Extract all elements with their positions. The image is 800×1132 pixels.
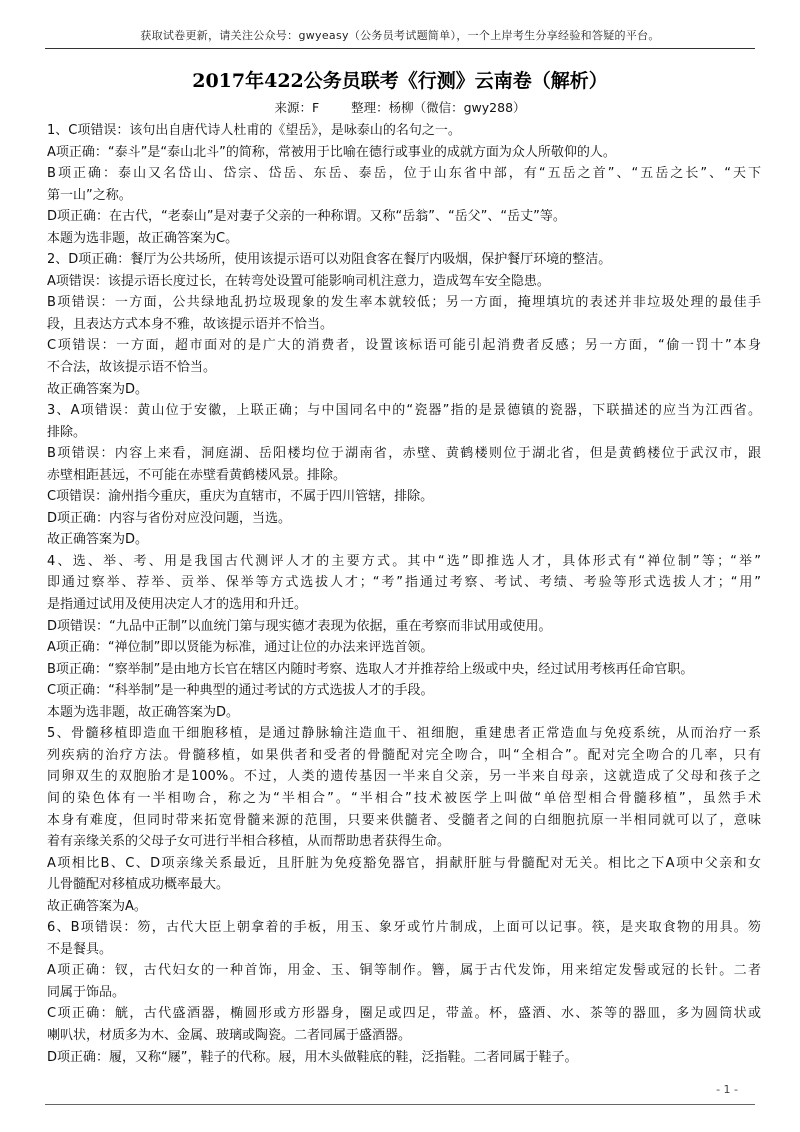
body-line: 儿骨髓配对移植成功概率最大。 [47, 877, 230, 893]
body-line: 6、B项错误：笏，古代大臣上朝拿着的手板，用玉、象牙或竹片制成，上面可以记事。筷，是夹取食物的用具。笏 [47, 920, 761, 936]
body-line: 本题为选非题，故正确答案为D。 [47, 704, 240, 720]
body-line: 3、A项错误：黄山位于安徽，上联正确；与中国同名中的“瓷器”指的是景德镇的瓷器，下联描述的应当为江西省。 [47, 403, 761, 419]
body-line: D项正确：内容与省份对应没问题，当选。 [47, 510, 292, 526]
body-line: 着有亲缘关系的父母子女可进行半相合移植，从而帮助患者获得生命。 [47, 834, 451, 850]
body-line: C项错误：渝州指今重庆，重庆为直辖市，不属于四川管辖，排除。 [47, 489, 434, 505]
body-line: 段，且表达方式本身不雅，故该提示语并不恰当。 [47, 316, 334, 332]
body-line: 本题为选非题，故正确答案为C。 [47, 230, 239, 246]
header-rule [45, 48, 755, 49]
body-line: 1、C项错误：该句出自唐代诗人杜甫的《望岳》，是咏泰山的名句之一。 [47, 123, 461, 138]
body-line: D项正确：在古代，“老泰山”是对妻子父亲的一种称谓。又称“岳翁”、“岳父”、“岳丈”等。 [47, 209, 566, 225]
body-line: 间的染色体有一半相吻合，称之为“半相合”。“半相合”技术被医学上叫做“单倍型相合骨髓移植”，虽然手术 [47, 790, 761, 806]
body-line: A项正确：“禅位制”即以贤能为标准，通过让位的办法来评选首领。 [47, 640, 434, 656]
body-line: B项错误：一方面，公共绿地乱扔垃圾现象的发生率本就较低；另一方面，掩埋填坑的表述并非垃圾处理的最佳手 [47, 295, 761, 311]
body-line: 即通过察举、荐举、贡举、保举等方式选拔人才；“考”指通过考察、考试、考绩、考验等形式选拔人才；“用” [47, 575, 761, 591]
body-line: D项错误：“九品中正制”以血统门第与现实德才表现为依据，重在考察而非试用或使用。 [47, 618, 552, 634]
body-line: 列疾病的治疗方法。骨髓移植，如果供者和受者的骨髓配对完全吻合，叫“全相合”。配对完全吻合的几率，只有 [47, 747, 761, 763]
body-line: 本身有难度，但同时带来拓宽骨髓来源的范围，只要来供髓者、受髓者之间的白细胞抗原一半相同就可以了，意味 [47, 812, 761, 828]
document-meta [0, 98, 800, 116]
body-line: B项正确：泰山又名岱山、岱宗、岱岳、东岳、泰岳，位于山东省中部，有“五岳之首”、“五岳之长”、“天下 [47, 166, 761, 182]
body-line: 排除。 [47, 424, 87, 440]
body-line: 不合法，故该提示语不恰当。 [47, 360, 217, 376]
body-line: 4、选、举、考、用是我国古代测评人才的主要方式。其中“选”即推选人才，具体形式有“禅位制”等；“举” [47, 553, 761, 569]
body-line: 5、骨髓移植即造血干细胞移植，是通过静脉输注造血干、祖细胞，重建患者正常造血与免疫系统，从而治疗一系 [47, 726, 761, 742]
body-line: C项正确：“科举制”是一种典型的通过考试的方式选拔人才的手段。 [47, 683, 434, 699]
body-line: 2、D项正确：餐厅为公共场所，使用该提示语可以劝阻食客在餐厅内吸烟，保护餐厅环境的整洁。 [47, 252, 612, 268]
body-line: 故正确答案为D。 [47, 381, 149, 397]
body-line: B项错误：内容上来看，洞庭湖、岳阳楼均位于湖南省，赤壁、黄鹤楼则位于湖北省，但是黄鹤楼位于武汉市，跟 [47, 446, 761, 462]
document-title: 2017年422公务员联考《行测》云南卷（解析） [192, 70, 608, 92]
editor-label: 整理：杨柳（微信：gwy288） [351, 100, 526, 115]
body-line: 喇叭状，材质多为木、金属、玻璃或陶瓷。二者同属于盛酒器。 [47, 1027, 412, 1043]
page-number: - 1 - [716, 1083, 738, 1096]
body-line: D项正确：履，又称“屦”，鞋子的代称。屐，用木头做鞋底的鞋，泛指鞋。二者同属于鞋子。 [47, 1049, 578, 1065]
body-line: A项正确：“泰斗”是“泰山北斗”的简称，常被用于比喻在德行或事业的成就方面为众人所敬仰的人。 [47, 144, 616, 160]
source-label: 来源：F [274, 100, 320, 115]
body-line: 同卵双生的双胞胎才是100%。不过，人类的遗传基因一半来自父亲，另一半来自母亲，这就造成了父母和孩子之 [47, 769, 761, 785]
body-line: 第一山”之称。 [47, 187, 132, 203]
body-line: C项错误：一方面，超市面对的是广大的消费者，设置该标语可能引起消费者反感；另一方面，“偷一罚十”本身 [47, 338, 761, 354]
body-line: 是指通过试用及使用决定人才的选用和升迁。 [47, 597, 308, 613]
document-body [47, 120, 761, 1068]
body-line: 赤壁相距甚远，不可能在赤壁看黄鹤楼风景。排除。 [47, 467, 347, 483]
body-line: 故正确答案为A。 [47, 898, 147, 914]
header-notice: 获取试卷更新，请关注公众号：gwyeasy（公务员考试题简单），一个上岸考生分享经验和答疑的平台。 [140, 29, 660, 42]
body-line: 不是餐具。 [47, 941, 113, 957]
body-line: A项相比B、C、D项亲缘关系最近，且肝脏为免疫豁免器官，捐献肝脏与骨髓配对无关。相比之下A项中父亲和女 [47, 855, 761, 871]
footer-rule [45, 1104, 755, 1105]
body-line: B项正确：“察举制”是由地方长官在辖区内随时考察、选取人才并推荐给上级或中央，经过试用考核再任命官职。 [47, 661, 694, 677]
body-line: A项正确：钗，古代妇女的一种首饰，用金、玉、铜等制作。簪，属于古代发饰，用来绾定发髻或冠的长针。二者 [47, 963, 761, 979]
body-line: 故正确答案为D。 [47, 532, 149, 548]
body-line: A项错误：该提示语长度过长，在转弯处设置可能影响司机注意力，造成驾车安全隐患。 [47, 273, 550, 289]
body-line: 同属于饰品。 [47, 984, 126, 1000]
body-line: C项正确：觥，古代盛酒器，椭圆形或方形器身，圈足或四足，带盖。杯，盛酒、水、茶等的器皿，多为圆筒状或 [47, 1006, 761, 1022]
